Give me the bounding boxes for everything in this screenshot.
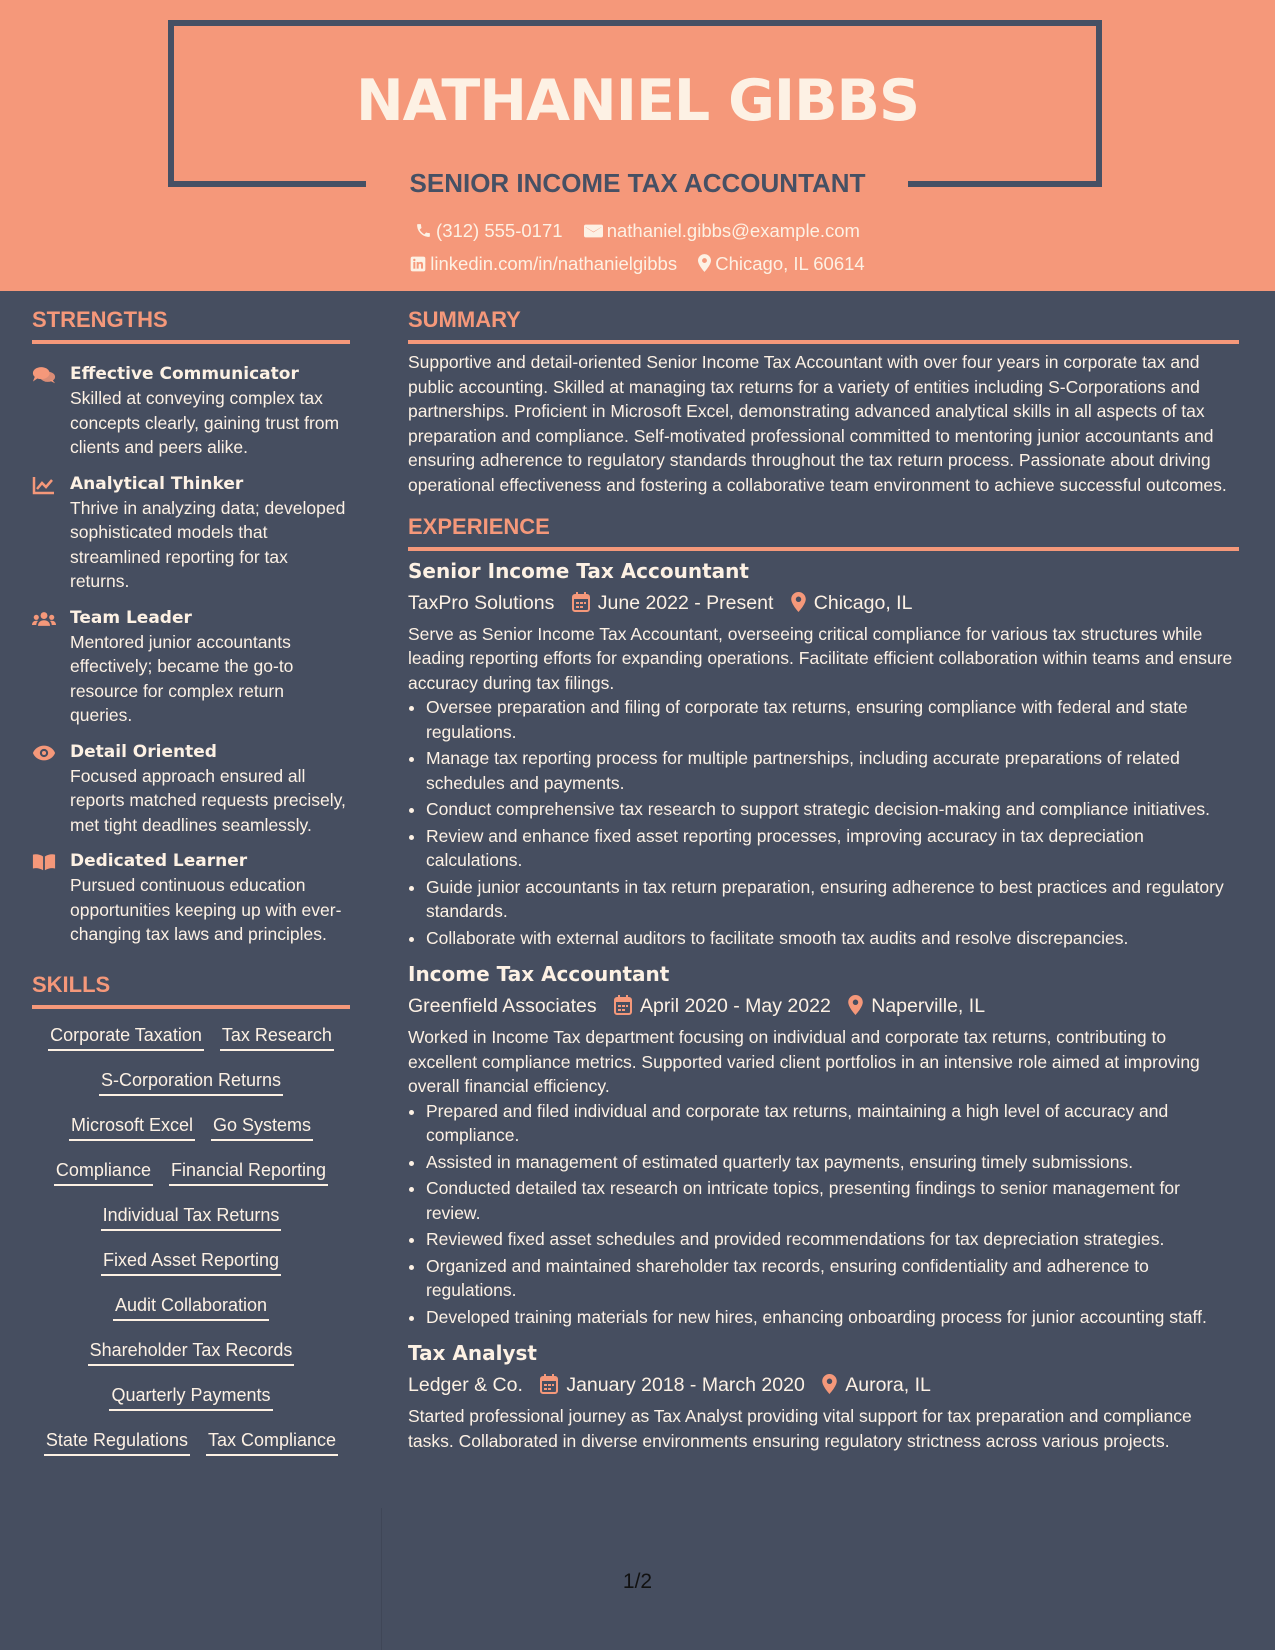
job-bullet: • Developed training materials for new hires, enhancing onboarding process for junior accounting staff. bbox=[426, 1305, 1239, 1330]
skill-tag: Compliance bbox=[54, 1158, 153, 1186]
job-bullets bbox=[408, 1099, 1239, 1330]
linkedin-text: linkedin.com/in/nathanielgibbs bbox=[430, 253, 678, 274]
right-column bbox=[408, 300, 1239, 1453]
job-description: Worked in Income Tax department focusing on individual and corporate tax returns, contributing to excellent compliance metrics. Supported varied client portfolios in an intensive role aimed at improving overall financial efficiency. bbox=[408, 1027, 1200, 1097]
company-name: Greenfield Associates bbox=[408, 995, 597, 1018]
book-open-icon bbox=[32, 852, 56, 872]
job-bullet: • Assisted in management of estimated quarterly tax payments, ensuring timely submissions. bbox=[426, 1150, 1239, 1175]
job-bullet: • Manage tax reporting process for multiple partnerships, including accurate preparations of related schedules and payments. bbox=[426, 746, 1239, 795]
strength-item bbox=[32, 740, 350, 838]
skill-tag: Go Systems bbox=[211, 1113, 313, 1141]
job-location: Aurora, IL bbox=[845, 1374, 931, 1397]
job-bullet: • Reviewed fixed asset schedules and provided recommendations for tax depreciation strategies. bbox=[426, 1227, 1239, 1252]
job-entry bbox=[408, 557, 1239, 950]
skill-tag: Corporate Taxation bbox=[48, 1023, 204, 1051]
strength-title: Analytical Thinker bbox=[70, 473, 244, 494]
experience-heading: EXPERIENCE bbox=[408, 507, 1239, 551]
job-bullet: • Conduct comprehensive tax research to support strategic decision-making and compliance initiatives. bbox=[426, 797, 1239, 822]
skill-tag: Audit Collaboration bbox=[113, 1293, 269, 1321]
strength-desc: Mentored junior accountants effectively; became the go-to resource for complex return queries. bbox=[70, 631, 294, 725]
job-bullet: • Oversee preparation and filing of corporate tax returns, ensuring compliance with federal and state regulations. bbox=[426, 695, 1239, 744]
job-meta bbox=[408, 587, 1239, 618]
calendar-icon bbox=[572, 592, 590, 612]
skill-tag: Quarterly Payments bbox=[109, 1383, 272, 1411]
job-dates: April 2020 - May 2022 bbox=[640, 995, 831, 1018]
calendar-icon bbox=[614, 995, 632, 1015]
eye-icon bbox=[32, 743, 56, 763]
location-contact bbox=[698, 251, 864, 277]
left-column bbox=[32, 300, 350, 1473]
skills-list bbox=[32, 1023, 350, 1473]
skill-tag: Tax Research bbox=[220, 1023, 334, 1051]
map-pin-icon bbox=[791, 592, 806, 612]
strength-title: Team Leader bbox=[70, 607, 192, 628]
email-contact[interactable] bbox=[584, 218, 860, 244]
strength-desc: Thrive in analyzing data; developed sophisticated models that streamlined reporting for tax returns. bbox=[70, 497, 346, 591]
strength-item bbox=[32, 606, 350, 728]
job-meta bbox=[408, 990, 1239, 1021]
phone-icon bbox=[415, 222, 432, 239]
strength-title: Dedicated Learner bbox=[70, 851, 248, 871]
company-name: Ledger & Co. bbox=[408, 1374, 523, 1397]
summary-text: Supportive and detail-oriented Senior Income Tax Accountant with over four years in corporate tax and public accounting. Skilled at managing tax returns for a variety of entities including S-Corporations and partnerships. Proficient in Microsoft Excel, demonstrating advanced analytical skills in all aspects of tax preparation and compliance. Self-motivated professional committed to mentoring junior accountants and ensuring adherence to regulatory standards throughout the tax return process. Passionate about driving operational effectiveness and fostering a collaborative team environment to achieve successful outcomes. bbox=[408, 352, 1227, 495]
job-bullets bbox=[408, 695, 1239, 950]
skill-tag: Shareholder Tax Records bbox=[88, 1338, 295, 1366]
strength-desc: Focused approach ensured all reports matched requests precisely, met tight deadlines seamlessly. bbox=[70, 765, 346, 835]
skills-heading: SKILLS bbox=[32, 965, 350, 1009]
comments-icon bbox=[32, 365, 56, 385]
job-bullet: • Conducted detailed tax research on intricate topics, presenting findings to senior management for review. bbox=[426, 1176, 1239, 1225]
skill-tag: Tax Compliance bbox=[206, 1428, 338, 1456]
job-dates: June 2022 - Present bbox=[597, 591, 774, 614]
strength-desc: Skilled at conveying complex tax concepts clearly, gaining trust from clients and peers alike. bbox=[70, 388, 340, 457]
map-pin-icon bbox=[698, 254, 711, 272]
strength-title: Effective Communicator bbox=[70, 364, 299, 384]
strength-desc: Pursued continuous education opportunities keeping up with ever-changing tax laws and principles. bbox=[70, 875, 342, 944]
job-bullet: • Guide junior accountants in tax return preparation, ensuring adherence to best practices and regulatory standards. bbox=[426, 875, 1239, 924]
summary-heading: SUMMARY bbox=[408, 300, 1239, 344]
job-title: Income Tax Accountant bbox=[408, 962, 670, 987]
linkedin-contact[interactable] bbox=[410, 251, 677, 277]
phone-text: (312) 555-0171 bbox=[436, 220, 563, 241]
company-name: TaxPro Solutions bbox=[408, 591, 555, 614]
map-pin-icon bbox=[848, 995, 863, 1015]
strengths-heading: STRENGTHS bbox=[32, 300, 350, 344]
job-bullet: • Review and enhance fixed asset reporting processes, improving accuracy in tax depreciation calculations. bbox=[426, 824, 1239, 873]
header-banner bbox=[0, 0, 1275, 291]
map-pin-icon bbox=[822, 1374, 837, 1394]
job-entry bbox=[408, 960, 1239, 1329]
job-description: Serve as Senior Income Tax Accountant, overseeing critical compliance for various tax structures while leading reporting efforts for expanding operations. Facilitate efficient collaboration within teams and ensure accuracy during tax filings. bbox=[408, 623, 1233, 693]
strength-title: Detail Oriented bbox=[70, 741, 217, 762]
job-dates: January 2018 - March 2020 bbox=[566, 1374, 805, 1397]
contact-row-2 bbox=[0, 251, 1275, 277]
contact-row-1 bbox=[0, 218, 1275, 244]
phone-contact[interactable] bbox=[415, 218, 563, 244]
job-bullet: • Organized and maintained shareholder tax records, ensuring confidentiality and adherence to regulations. bbox=[426, 1254, 1239, 1303]
strength-item bbox=[32, 472, 350, 594]
users-icon bbox=[32, 609, 56, 629]
strength-item bbox=[32, 849, 350, 947]
page-number: 1/2 bbox=[622, 1570, 653, 1593]
job-entry bbox=[408, 1339, 1239, 1453]
chart-line-icon bbox=[32, 475, 56, 495]
job-description: Started professional journey as Tax Analyst providing vital support for tax preparation and compliance tasks. Collaborated in diverse environments ensuring regulatory strictness across various projects. bbox=[408, 1406, 1192, 1451]
skill-tag: State Regulations bbox=[44, 1428, 190, 1456]
skill-tag: Fixed Asset Reporting bbox=[101, 1248, 281, 1276]
job-meta bbox=[408, 1369, 1239, 1400]
job-title: Tax Analyst bbox=[408, 1341, 537, 1366]
candidate-title: SENIOR INCOME TAX ACCOUNTANT bbox=[409, 168, 866, 198]
candidate-name: NATHANIEL GIBBS bbox=[355, 68, 920, 134]
job-bullet: • Collaborate with external auditors to facilitate smooth tax audits and resolve discrepancies. bbox=[426, 926, 1239, 951]
envelope-icon bbox=[584, 223, 603, 239]
location-text: Chicago, IL 60614 bbox=[715, 253, 865, 274]
job-bullet: • Prepared and filed individual and corporate tax returns, maintaining a high level of accuracy and compliance. bbox=[426, 1099, 1239, 1148]
job-location: Naperville, IL bbox=[871, 995, 986, 1018]
skill-tag: Financial Reporting bbox=[169, 1158, 328, 1186]
skill-tag: S-Corporation Returns bbox=[99, 1068, 283, 1096]
job-location: Chicago, IL bbox=[813, 591, 913, 614]
calendar-icon bbox=[540, 1374, 558, 1394]
job-title: Senior Income Tax Accountant bbox=[408, 559, 749, 583]
linkedin-icon bbox=[410, 256, 426, 272]
skill-tag: Individual Tax Returns bbox=[101, 1203, 282, 1231]
email-text: nathaniel.gibbs@example.com bbox=[606, 220, 860, 241]
skill-tag: Microsoft Excel bbox=[69, 1113, 195, 1141]
strength-item bbox=[32, 362, 350, 460]
